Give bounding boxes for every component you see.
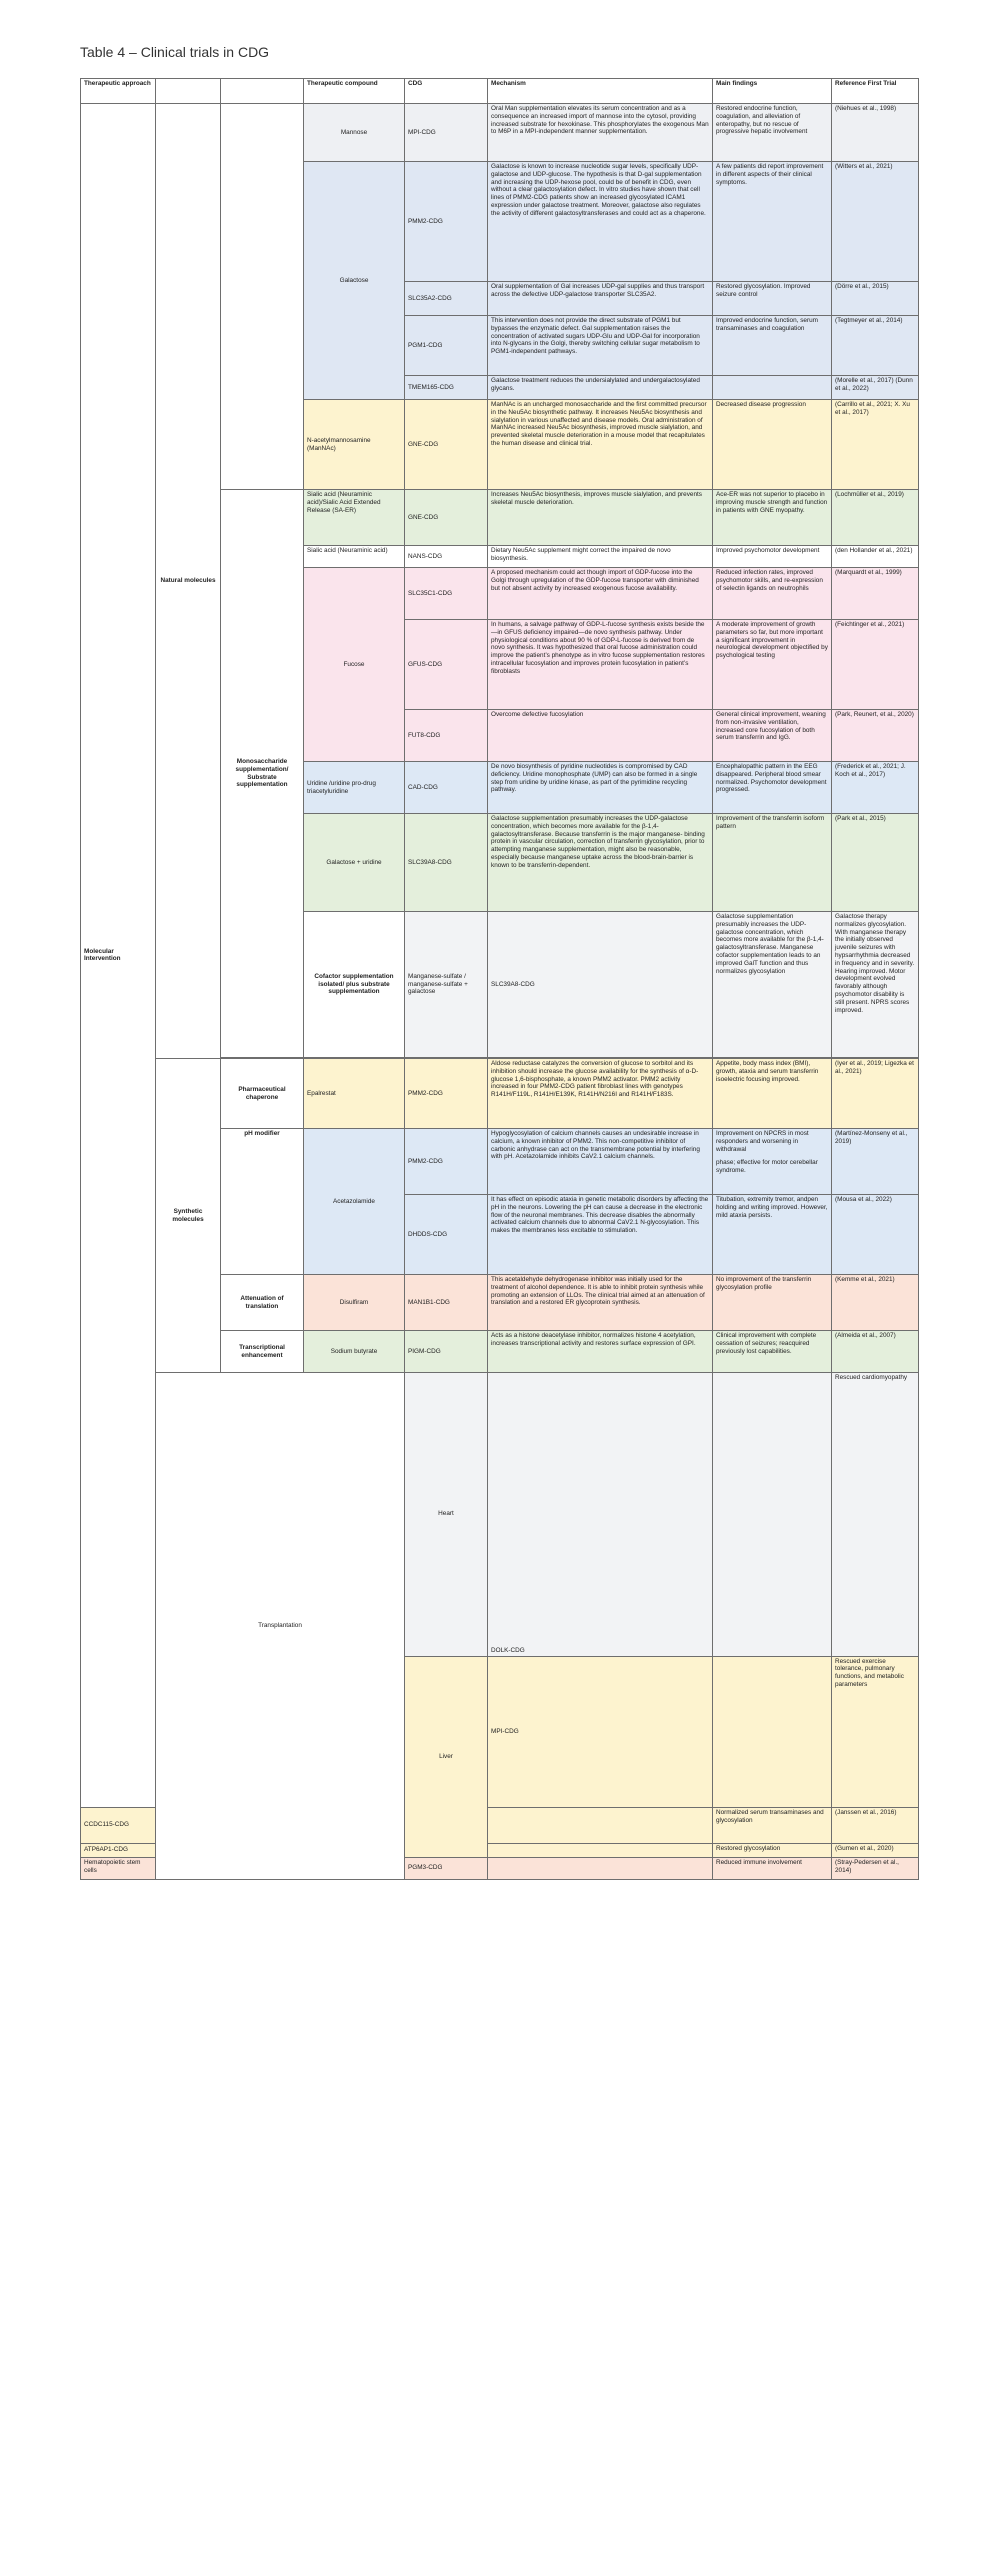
reference-cell: (Mousa et al., 2022) xyxy=(832,1195,919,1275)
findings-cell: Improved endocrine function, serum transaminases and coagulation xyxy=(713,316,832,376)
findings-cell: Rescued exercise tolerance, pulmonary functions, and metabolic parameters xyxy=(832,1656,919,1807)
header-approach: Therapeutic approach xyxy=(81,79,156,104)
group-ph-modifier: pH modifier xyxy=(221,1129,304,1275)
findings-cell: Appetite, body mass index (BMI), growth, ataxia and serum transferrin isoelectric focusing improved. xyxy=(713,1059,832,1129)
cdg-cell: PMM2-CDG xyxy=(405,1059,488,1129)
group-molecular: Molecular Intervention xyxy=(81,104,156,1808)
reference-cell: (Park et al., 2015) xyxy=(832,814,919,912)
reference-cell: (Janssen et al., 2016) xyxy=(832,1807,919,1843)
findings-cell: Rescued cardiomyopathy xyxy=(832,1373,919,1657)
cdg-cell: PGM1-CDG xyxy=(405,316,488,376)
reference-cell: (Marquardt et al., 1999) xyxy=(832,568,919,620)
findings-cell: No improvement of the transferrin glycosylation profile xyxy=(713,1275,832,1331)
header-mechanism: Mechanism xyxy=(488,79,713,104)
reference-cell: (Frederick et al., 2021; J. Koch et al., 2017) xyxy=(832,762,919,814)
compound-cell: Galactose + uridine xyxy=(304,814,405,912)
mechanism-cell: This acetaldehyde dehydrogenase inhibitor was initially used for the treatment of alcohol dependence. It is able to inhibit protein synthesis while promoting an extension of LLOs. The clinical trial aimed at an attenuation of translation and a restored ER glycoprotein synthesis. xyxy=(488,1275,713,1331)
findings-part-b: phase; effective for motor cerebellar syndrome. xyxy=(716,1159,818,1175)
compound-cell: Sialic acid (Neuraminic acid)/Sialic Acid Extended Release (SA-ER) xyxy=(304,490,405,546)
clinical-trials-table xyxy=(80,78,919,1880)
mechanism-cell: This intervention does not provide the direct substrate of PGM1 but bypasses the enzymatic defect. Gal supplementation raises the concentration of activated sugars UDP-Glu and UDP-Gal for incorporation into N-glycans in the Golgi, thereby switching cellular sugar metabolism to PGM1-independent pathways. xyxy=(488,316,713,376)
compound-cell: Sialic acid (Neuraminic acid) xyxy=(304,546,405,568)
reference-cell: (Carrillo et al., 2021; X. Xu et al., 2017) xyxy=(832,400,919,490)
reference-cell: (Iyer et al., 2019; Ligezka et al., 2021) xyxy=(832,1059,919,1129)
mechanism-cell: Galactose is known to increase nucleotide sugar levels, specifically UDP-galactose and UDP-glucose. The hypothesis is that D-gal supplementation and increasing the UDP-hexose pool, could be of benefit in CDG, even without a clear galactosylation defect. In vitro studies have shown that cell lines of PMM2-CDG patients show an increased glycosylated ICAM1 expression under galactose treatment. Moreover, galactose also regulates the activity of different galactosyltransferases and could act as a chaperone. xyxy=(488,162,713,282)
mechanism-cell: ManNAc is an uncharged monosaccharide and the first committed precursor in the Neu5Ac biosynthetic pathway. It increases Neu5Ac biosynthesis and sialylation in various unaffected and disease models. Oral administration of ManNAc increased Neu5Ac biosynthesis, improved muscle sialylation, and prevented skeletal muscle deterioration in a mouse model that recapitulates the human disease and clinical trial. xyxy=(488,400,713,490)
cdg-cell: DHDDS-CDG xyxy=(405,1195,488,1275)
mechanism-cell: Galactose supplementation presumably increases the UDP-galactose concentration, which becomes more available for the β-1,4- galactosyltransferase. Because transferrin is the major manganese- binding protein in vascular circulation, correction of transferrin glycosylation, prior to attempting manganese supplementation, might also be reasonable, especially because manganese uptake across the blood-brain-barrier is known to be transferrin-dependent. xyxy=(488,814,713,912)
cdg-cell: GNE-CDG xyxy=(405,400,488,490)
cdg-cell: PGM3-CDG xyxy=(405,1857,488,1879)
cdg-cell: SLC39A8-CDG xyxy=(405,814,488,912)
group-monosaccharide: Monosaccharide supplementation/ Substrate supplementation xyxy=(221,490,304,1058)
findings-cell: Ace-ER was not superior to placebo in improving muscle strength and function in patients with GNE myopathy. xyxy=(713,490,832,546)
mechanism-cell: Oral Man supplementation elevates its serum concentration and as a consequence an increased import of mannose into the cytosol, providing increased substrate for hexokinase. This phosphorylates the exogenous Man to M6P in a MPI-independent manner supplementation. xyxy=(488,104,713,162)
reference-cell: (Tegtmeyer et al., 2014) xyxy=(832,316,919,376)
cdg-cell: SLC35C1-CDG xyxy=(405,568,488,620)
findings-cell: General clinical improvement, weaning from non-invasive ventilation, increased core fucosylation of both serum transferrin and IgG. xyxy=(713,710,832,762)
reference-cell: (Niehues et al., 1998) xyxy=(832,104,919,162)
mechanism-cell: Galactose supplementation presumably increases the UDP-galactose concentration, which becomes more available for the β-1,4- galactosyltransferase. Manganese cofactor supplementation leads to an improved GalT function and thus normalizes glycosylation xyxy=(713,912,832,1058)
mechanism-cell: A proposed mechanism could act though import of GDP-fucose into the Golgi through upregulation of the GDP-fucose transporter with diminished but not absent activity by increased exogenous fucose availability. xyxy=(488,568,713,620)
group-natural: Natural molecules xyxy=(156,104,221,1059)
group-transcription: Transcriptional enhancement xyxy=(221,1331,304,1373)
mechanism-cell: In humans, a salvage pathway of GDP-L-fucose synthesis exists beside the—in GFUS deficiency impaired—de novo synthesis pathway. Under physiological conditions about 90 % of GDP-L-fucose is derived from de novo synthesis. It was hypothesized that oral fucose administration could improve the patient’s phenotype as in vitro fucose supplementation restores intracellular fucosylation and improves protein fucosylation in patient’s fibroblasts xyxy=(488,620,713,710)
cdg-cell: NANS-CDG xyxy=(405,546,488,568)
reference-cell: (den Hollander et al., 2021) xyxy=(832,546,919,568)
cdg-cell: SLC39A8-CDG xyxy=(488,912,713,1058)
reference-cell: (Park, Reunert, et al., 2020) xyxy=(832,710,919,762)
compound-cell: Acetazolamide xyxy=(304,1129,405,1275)
organ-cell: Liver xyxy=(405,1656,488,1857)
reference-cell: (Stray-Pedersen et al., 2014) xyxy=(832,1857,919,1879)
reference-cell: (Lochmüller et al., 2019) xyxy=(832,490,919,546)
findings-cell xyxy=(713,376,832,400)
compound-cell: Galactose xyxy=(304,162,405,400)
cdg-cell: MPI-CDG xyxy=(405,104,488,162)
group-transplantation: Transplantation xyxy=(156,1373,405,1880)
findings-cell: Restored glycosylation. Improved seizure control xyxy=(713,282,832,316)
findings-cell: Galactose therapy normalizes glycosylation. With manganese therapy the initially observed juvenile seizures with hypsarrhythmia decreased in frequency and in severity. Hearing improved. Motor development evolved favorably although psychomotor disability is still present. NPRS scores improved. xyxy=(832,912,919,1058)
reference-cell: (Dörre et al., 2015) xyxy=(832,282,919,316)
header-cdg: CDG xyxy=(405,79,488,104)
table-row xyxy=(81,1373,919,1657)
header-reference: Reference First Trial xyxy=(832,79,919,104)
findings-cell: Titubation, extremity tremor, andpen holding and writing improved. However, mild ataxia persists. xyxy=(713,1195,832,1275)
compound-cell: Mannose xyxy=(304,104,405,162)
reference-cell: (Feichtinger et al., 2021) xyxy=(832,620,919,710)
findings-cell: Encephalopathic pattern in the EEG disappeared. Peripheral blood smear normalized. Psychomotor development progressed. xyxy=(713,762,832,814)
mechanism-cell: Aldose reductase catalyzes the conversion of glucose to sorbitol and its inhibition should increase the glucose availability for the synthesis of α-D-glucose 1,6-bisphosphate, a known PMM2 activator. PMM2 activity increased in four PMM2-CDG patient fibroblast lines with genotypes R141H/F119L, R141H/E139K, R141H/N216I and R141H/F183S. xyxy=(488,1059,713,1129)
cdg-cell: PMM2-CDG xyxy=(405,162,488,282)
organ-cell: Heart xyxy=(405,1373,488,1657)
findings-cell: Restored glycosylation xyxy=(713,1843,832,1857)
findings-cell: A moderate improvement of growth parameters so far, but more important a significant improvement in neurological development objectified by psychological testing xyxy=(713,620,832,710)
findings-cell: Decreased disease progression xyxy=(713,400,832,490)
findings-cell: A few patients did report improvement in different aspects of their clinical symptoms. xyxy=(713,162,832,282)
table-row xyxy=(81,1059,919,1129)
page-title: Table 4 – Clinical trials in CDG xyxy=(80,44,270,60)
findings-cell: Restored endocrine function, coagulation, and alleviation of enteropathy, but no rescue of progressive hepatic involvement xyxy=(713,104,832,162)
cdg-cell: GFUS-CDG xyxy=(405,620,488,710)
cdg-cell: GNE-CDG xyxy=(405,490,488,546)
compound-cell: Uridine /uridine pro-drug triacetyluridine xyxy=(304,762,405,814)
cdg-cell: PMM2-CDG xyxy=(405,1129,488,1195)
mechanism-cell: Acts as a histone deacetylase inhibitor, normalizes histone 4 acetylation, increases transcriptional activity and restores surface expression of GPI. xyxy=(488,1331,713,1373)
mechanism-cell: It has effect on episodic ataxia in genetic metabolic disorders by affecting the pH in the neurons. Lowering the pH can cause a decrease in the electronic flow of the neuronal membranes. This decrease disables the abnormally activated calcium channels due to abnormal CaV2.1 N-glycosylation. This makes the membranes less excitable to stimulation. xyxy=(488,1195,713,1275)
cdg-cell: SLC35A2-CDG xyxy=(405,282,488,316)
table-row xyxy=(81,104,919,162)
mechanism-cell: Oral supplementation of Gal increases UDP-gal supplies and thus transport across the defective UDP-galactose transporter SLC35A2. xyxy=(488,282,713,316)
compound-cell: Disulfiram xyxy=(304,1275,405,1331)
cdg-cell: ATP6AP1-CDG xyxy=(81,1843,156,1857)
header-compound: Therapeutic compound xyxy=(304,79,405,104)
group-synthetic: Synthetic molecules xyxy=(156,1059,221,1373)
cdg-cell: FUT8-CDG xyxy=(405,710,488,762)
findings-cell: Improved psychomotor development xyxy=(713,546,832,568)
mechanism-cell: Increases Neu5Ac biosynthesis, improves muscle sialylation, and prevents skeletal muscle deterioration. xyxy=(488,490,713,546)
organ-cell: Hematopoietic stem cells xyxy=(81,1857,156,1879)
compound-cell: Manganese-sulfate / manganese-sulfate + galactose xyxy=(405,912,488,1058)
group-cofactor: Cofactor supplementation isolated/ plus substrate supplementation xyxy=(304,912,405,1058)
mechanism-cell: Dietary Neu5Ac supplement might correct the impaired de novo biosynthesis. xyxy=(488,546,713,568)
cdg-cell: MPI-CDG xyxy=(488,1656,713,1807)
reference-cell: (Almeida et al., 2007) xyxy=(832,1331,919,1373)
cdg-cell: TMEM165-CDG xyxy=(405,376,488,400)
compound-cell: Sodium butyrate xyxy=(304,1331,405,1373)
compound-cell: Fucose xyxy=(304,568,405,762)
cdg-cell: DOLK-CDG xyxy=(488,1373,713,1657)
table-header-row xyxy=(81,79,919,104)
group-chaperone: Pharmaceutical chaperone xyxy=(221,1059,304,1129)
cdg-cell: CCDC115-CDG xyxy=(81,1807,156,1843)
cdg-cell: MAN1B1-CDG xyxy=(405,1275,488,1331)
reference-cell: (Martínez-Monseny et al., 2019) xyxy=(832,1129,919,1195)
compound-cell: N-acetylmannosamine (ManNAc) xyxy=(304,400,405,490)
mechanism-cell: De novo biosynthesis of pyridine nucleotides is compromised by CAD deficiency. Uridine monophosphate (UMP) can also be formed in a single step from uridine by uridine kinase, as part of the pyrimidine recycling pathway. xyxy=(488,762,713,814)
findings-cell: Improvement of the transferrin isoform pattern xyxy=(713,814,832,912)
reference-cell: (Witters et al., 2021) xyxy=(832,162,919,282)
mechanism-cell: Hypoglycosylation of calcium channels causes an undesirable increase in calcium, a known inhibitor of PMM2. This non-competitive inhibitor of carbonic anhydrase can act on the transmembrane potential by interfering with pH. Acetazolamide inhibits CaV2.1 calcium channels. xyxy=(488,1129,713,1195)
reference-cell: (Morelle et al., 2017) (Dunn et al., 2022) xyxy=(832,376,919,400)
findings-cell: Clinical improvement with complete cessation of seizures; reacquired previously lost capabilities. xyxy=(713,1331,832,1373)
findings-cell: Reduced infection rates, improved psychomotor skills, and re-expression of selectin ligands on neutrophils xyxy=(713,568,832,620)
findings-cell: Normalized serum transaminases and glycosylation xyxy=(713,1807,832,1843)
mechanism-cell: Overcome defective fucosylation xyxy=(488,710,713,762)
findings-cell xyxy=(713,1129,832,1195)
group-attenuation: Attenuation of translation xyxy=(221,1275,304,1331)
cdg-cell: CAD-CDG xyxy=(405,762,488,814)
mechanism-cell: Galactose treatment reduces the undersialylated and undergalactosylated glycans. xyxy=(488,376,713,400)
findings-cell: Reduced immune involvement xyxy=(713,1857,832,1879)
cdg-cell: PIGM-CDG xyxy=(405,1331,488,1373)
reference-cell: (Kemme et al., 2021) xyxy=(832,1275,919,1331)
findings-part-a: Improvement on NPCRS in most responders and worsening in withdrawal xyxy=(716,1130,809,1153)
compound-cell: Epalrestat xyxy=(304,1059,405,1129)
header-findings: Main findings xyxy=(713,79,832,104)
reference-cell: (Gumen et al., 2020) xyxy=(832,1843,919,1857)
